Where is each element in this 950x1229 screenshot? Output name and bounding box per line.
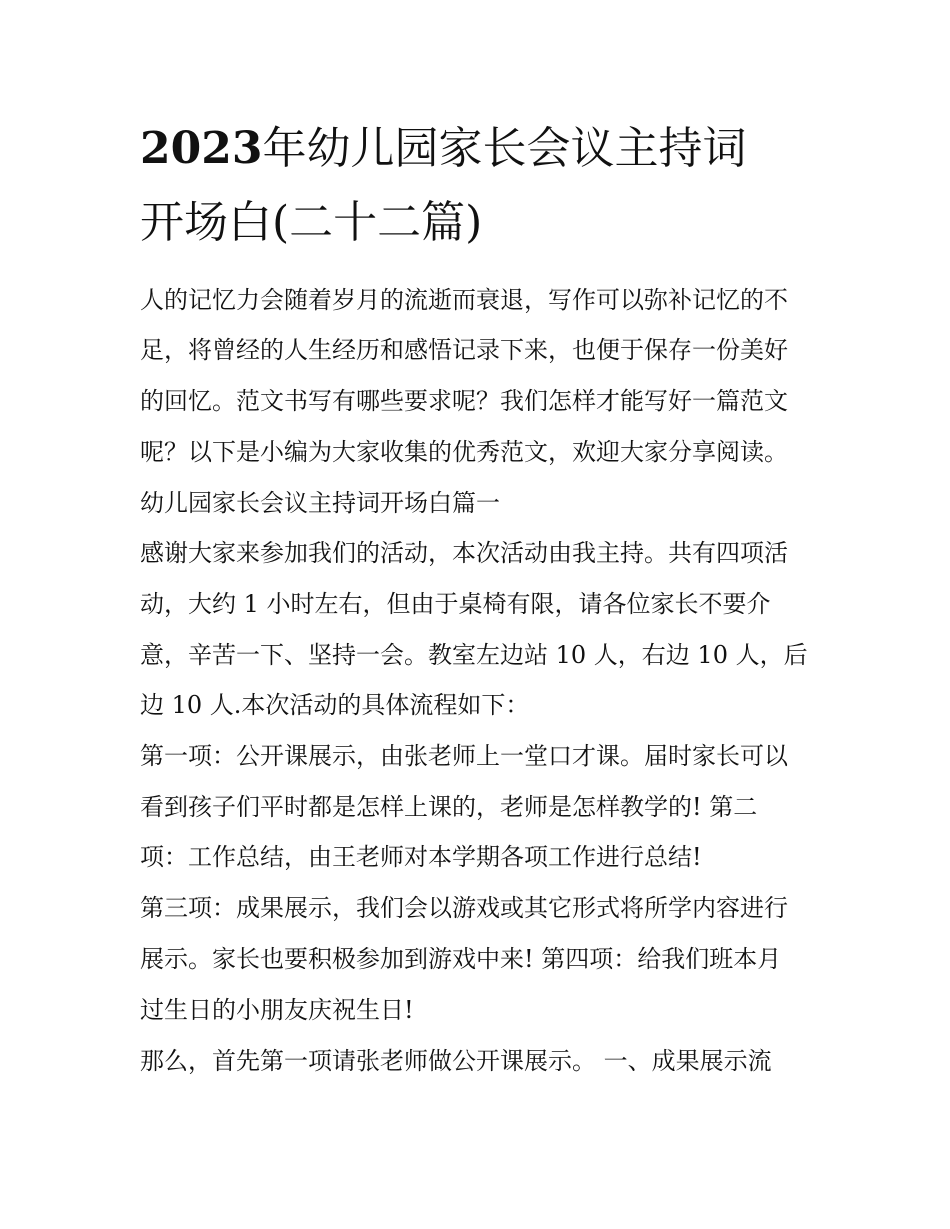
body-line: 意，辛苦一下、坚持一会。教室左边站 10 人，右边 10 人，后 [140,641,808,669]
title-line-1-text: 年幼儿园家长会议主持词 [262,123,747,174]
body-line: 感谢大家来参加我们的活动，本次活动由我主持。共有四项活 [140,539,788,567]
body-line: 的回忆。范文书写有哪些要求呢？我们怎样才能写好一篇范文 [140,387,788,415]
body-line: 第三项：成果展示，我们会以游戏或其它形式将所学内容进行 [140,894,788,922]
body-line: 过生日的小朋友庆祝生日! [140,996,414,1024]
body-line: 呢？以下是小编为大家收集的优秀范文，欢迎大家分享阅读。 [140,438,788,466]
title-year: 2023 [140,123,263,174]
body-line: 边 10 人.本次活动的具体流程如下： [140,691,530,719]
document-title [140,112,820,260]
body-line: 展示。家长也要积极参加到游戏中来! 第四项：给我们班本月 [140,945,782,973]
body-line: 那么，首先第一项请张老师做公开课展示。 一、成果展示流 [140,1047,772,1075]
body-line: 人的记忆力会随着岁月的流逝而衰退，写作可以弥补记忆的不 [140,286,788,314]
title-line-2: 开场白(二十二篇) [140,197,483,248]
title-line-1 [140,112,820,186]
section-heading: 幼儿园家长会议主持词开场白篇一 [140,489,500,517]
body-line: 项：工作总结，由王老师对本学期各项工作进行总结! [140,843,702,871]
body-line: 足，将曾经的人生经历和感悟记录下来，也便于保存一份美好 [140,336,788,364]
body-line: 动，大约 1 小时左右，但由于桌椅有限，请各位家长不要介 [140,590,771,618]
body-line: 看到孩子们平时都是怎样上课的，老师是怎样教学的! 第二 [140,793,758,821]
body-line: 第一项：公开课展示，由张老师上一堂口才课。届时家长可以 [140,742,788,770]
